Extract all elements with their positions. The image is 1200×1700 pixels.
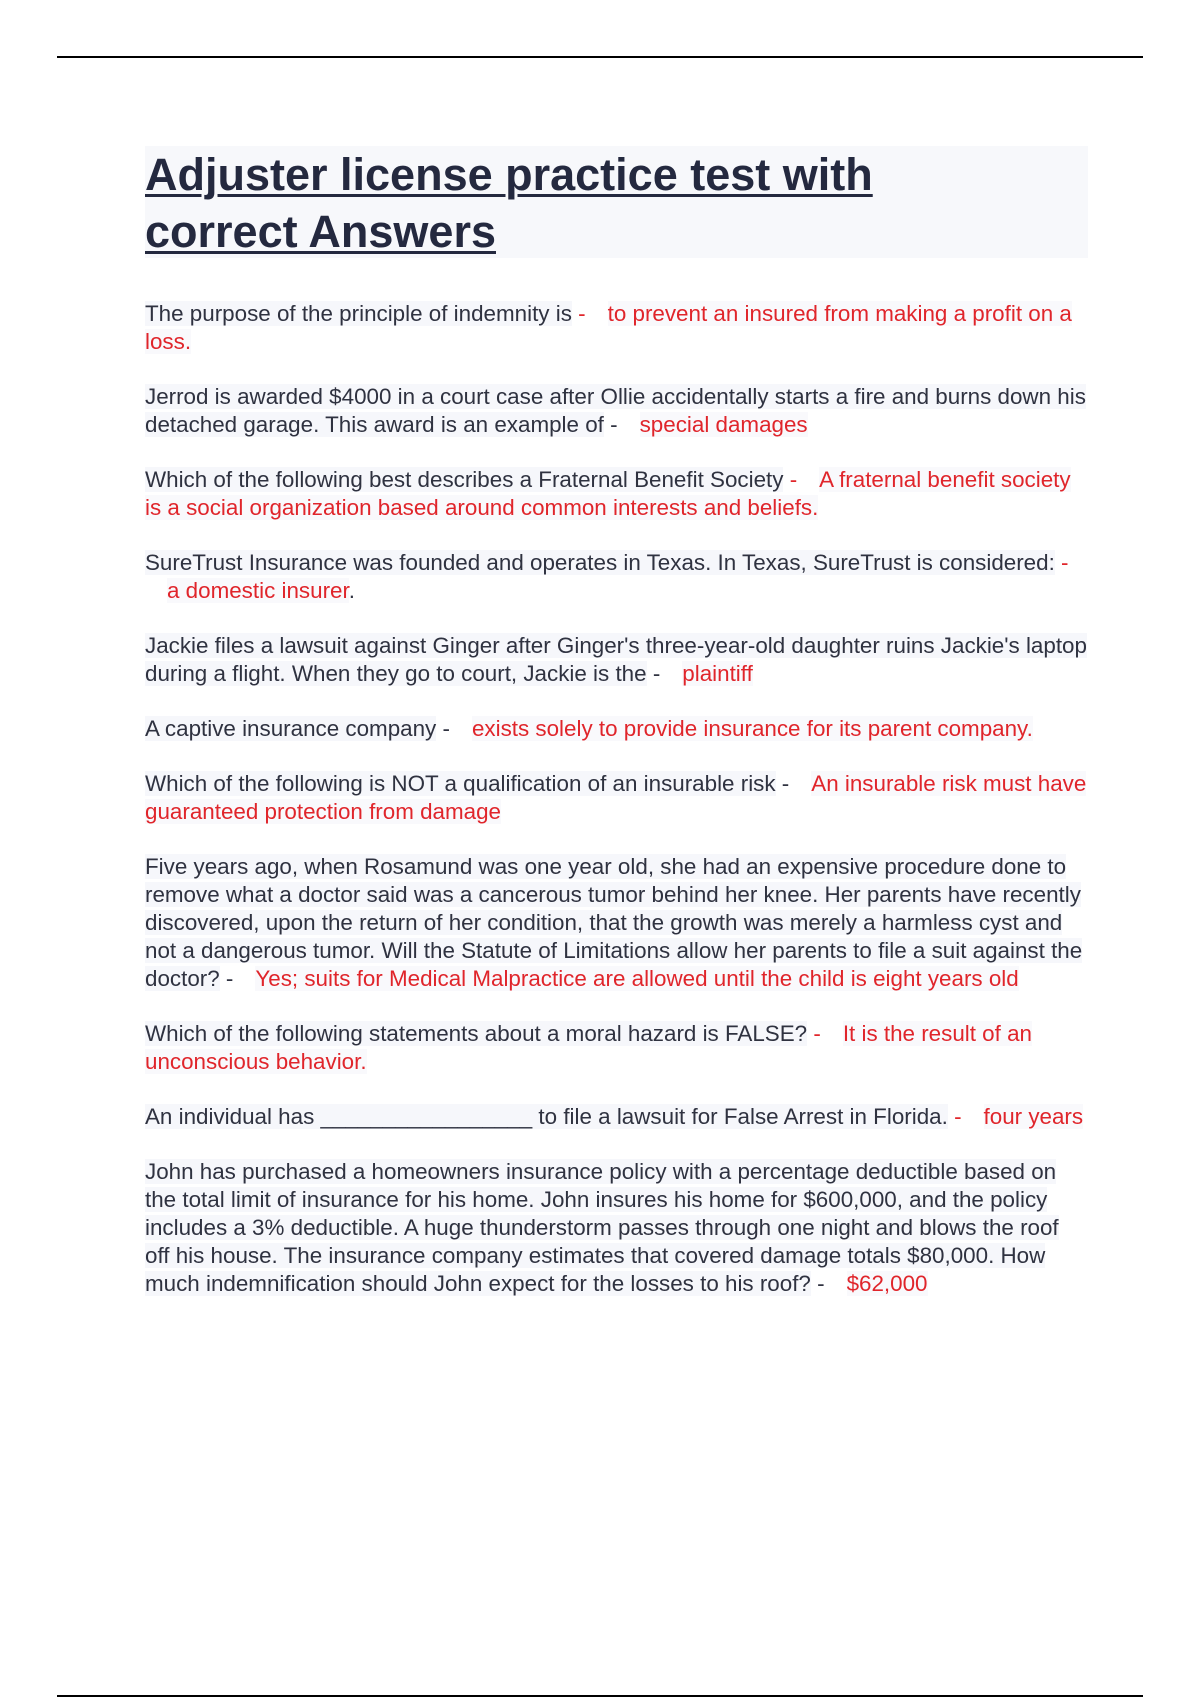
separator: -	[225, 966, 234, 991]
separator: -	[442, 716, 450, 741]
question-text: A captive insurance company	[145, 716, 437, 741]
question-text: Which of the following best describes a Fraternal Benefit Society	[145, 467, 784, 492]
answer-text: An insurable risk must have guaranteed protection from damage	[145, 771, 1087, 824]
separator: -	[817, 1271, 825, 1296]
answer-text: It is the result of an unconscious behavior.	[145, 1021, 1032, 1074]
qa-item-7	[145, 770, 1088, 826]
qa-item-2	[145, 383, 1088, 439]
qa-item-8	[145, 853, 1088, 993]
question-text: SureTrust Insurance was founded and operates in Texas. In Texas, SureTrust is considered:	[145, 550, 1055, 575]
answer-text: $62,000	[846, 1271, 928, 1296]
top-rule	[57, 56, 1143, 58]
qa-item-1	[145, 300, 1088, 356]
separator: -	[1061, 550, 1069, 575]
separator: -	[813, 1021, 821, 1046]
answer-text: a domestic insurer	[167, 578, 349, 603]
question-text: An individual has _________________ to file a lawsuit for False Arrest in Florida.	[145, 1104, 948, 1129]
answer-text: to prevent an insured from making a profit on a loss.	[145, 301, 1072, 354]
document-title	[145, 146, 1088, 260]
separator: -	[652, 661, 661, 686]
answer-text: exists solely to provide insurance for its parent company.	[471, 716, 1033, 741]
qa-item-10	[145, 1103, 1088, 1131]
question-text: John has purchased a homeowners insurance policy with a percentage deductible based on the total limit of insurance for his home. John insures his home for $600,000, and the policy includes a 3% deductible. A huge thunderstorm passes through one night and blows the roof off his house. The insurance company estimates that covered damage totals $80,000. How much indemnification should John expect for the losses to his roof?	[145, 1159, 1059, 1296]
question-text: Jerrod is awarded $4000 in a court case after Ollie accidentally starts a fire and burns down his detached garage. This award is an example of	[145, 384, 1086, 437]
separator: -	[578, 301, 586, 326]
question-text: Which of the following is NOT a qualification of an insurable risk	[145, 771, 776, 796]
qa-item-9	[145, 1020, 1088, 1076]
answer-text: A fraternal benefit society is a social organization based around common interests and beliefs.	[145, 467, 1071, 520]
question-text: Jackie files a lawsuit against Ginger after Ginger's three-year-old daughter ruins Jackie's laptop during a flight. When they go to court, Jackie is the	[145, 633, 1087, 686]
separator: -	[789, 467, 798, 492]
answer-text: four years	[983, 1104, 1084, 1129]
qa-item-5	[145, 632, 1088, 688]
document-body	[145, 146, 1088, 1325]
bottom-rule	[57, 1695, 1143, 1697]
title-line-2: correct Answers	[145, 206, 496, 257]
qa-item-11	[145, 1158, 1088, 1298]
question-text: The purpose of the principle of indemnity is	[145, 301, 572, 326]
question-text: Five years ago, when Rosamund was one year old, she had an expensive procedure done to remove what a doctor said was a cancerous tumor behind her knee. Her parents have recently discovered, upon the return of her condition, that the growth was merely a harmless cyst and not a dangerous tumor. Will the Statute of Limitations allow her parents to file a suit against the doctor?	[145, 854, 1083, 991]
question-text: Which of the following statements about a moral hazard is FALSE?	[145, 1021, 808, 1046]
answer-text: special damages	[639, 412, 808, 437]
answer-text: plaintiff	[682, 661, 753, 686]
qa-item-6	[145, 715, 1088, 743]
separator: -	[610, 412, 618, 437]
title-block	[145, 146, 1088, 258]
qa-item-3	[145, 466, 1088, 522]
answer-text: Yes; suits for Medical Malpractice are allowed until the child is eight years old	[255, 966, 1019, 991]
answer-suffix: .	[348, 578, 355, 603]
separator: -	[954, 1104, 962, 1129]
qa-item-4	[145, 549, 1088, 605]
separator: -	[781, 771, 790, 796]
title-line-1: Adjuster license practice test with	[145, 149, 873, 200]
